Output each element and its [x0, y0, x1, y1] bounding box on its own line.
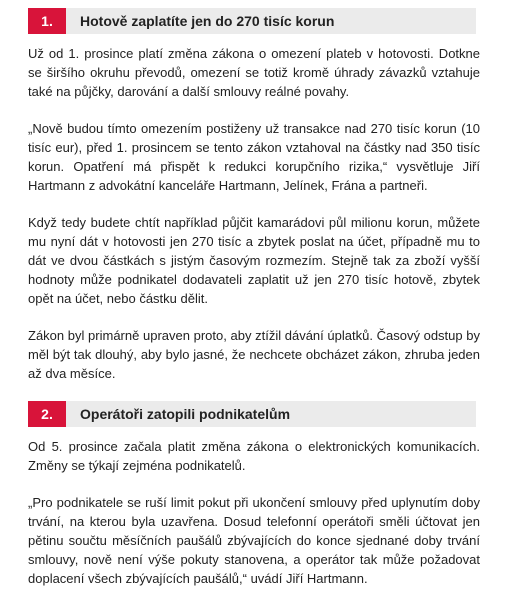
section-1-paragraph-1: Už od 1. prosince platí změna zákona o omezení plateb v hotovosti. Dotkne se širšího okruhu převodů, omezení se totiž kromě úhrady závazků vztahuje také na půjčky, darování a další smlouvy reálné povahy. [28, 46, 480, 99]
section-2-title: Operátoři zatopili podnikatelům [80, 406, 291, 422]
section-1-paragraph-4: Zákon byl primárně upraven proto, aby ztížil dávání úplatků. Časový odstup by měl být tak dlouhý, aby bylo jasné, že nechcete obcházet zákon, zhruba jeden až dva měsíce. [28, 328, 480, 381]
section-1-paragraph-2: „Nově budou tímto omezením postiženy už transakce nad 270 tisíc korun (10 tisíc eur), před 1. prosincem se tento zákon vztahoval na částky nad 350 tisíc korun. Opatření má přispět k redukci korupčního rizika,“ vysvětluje Jiří Hartmann z advokátní kanceláře Hartmann, Jelínek, Frána a partneři. [28, 121, 480, 193]
section-2-paragraph-1: Od 5. prosince začala platit změna zákona o elektronických komunikacích. Změny se týkají zejména podnikatelů. [28, 439, 480, 473]
section-1-paragraph-3: Když tedy budete chtít například půjčit kamarádovi půl milionu korun, můžete mu nyní dát v hotovosti jen 270 tisíc a zbytek poslat na účet, případně mu to dát ve dvou částkách s jistým časovým rozmezím. Stejně tak za zboží vyšší hodnoty může podnikatel dodavateli zaplatit už jen 270 tisíc hotově, zbytek opět na účet, nebo částku dělit. [28, 215, 480, 306]
section-1 [28, 8, 509, 383]
section-2-header [28, 401, 476, 427]
section-2-paragraph-2: „Pro podnikatele se ruší limit pokut při ukončení smlouvy před uplynutím doby trvání, na kterou byla uzavřena. Dosud telefonní operátoři směli účtovat jen pětinu součtu měsíčních paušálů zbývajících do konce sjednané doby trvání smlouvy, nově není výše pokuty stanovena, a operátor tak může požadovat doplacení všech zbývajících paušálů,“ uvádí Jiří Hartmann. [28, 495, 480, 586]
section-1-number-badge: 1. [28, 8, 66, 34]
section-2-number-badge: 2. [28, 401, 66, 427]
section-1-header [28, 8, 476, 34]
section-1-title: Hotově zaplatíte jen do 270 tisíc korun [80, 13, 335, 29]
section-2 [28, 401, 509, 588]
